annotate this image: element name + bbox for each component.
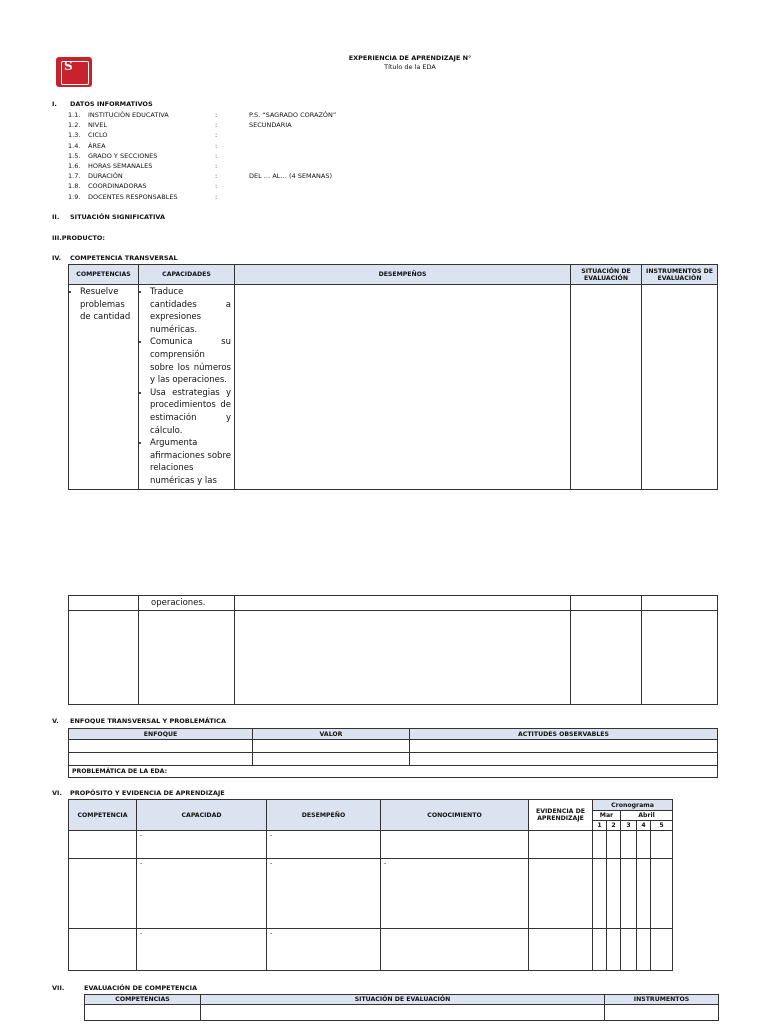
col-header: VALOR: [253, 729, 410, 740]
competencia-table-continued: [68, 595, 718, 705]
week-label: 5: [651, 821, 673, 831]
info-num: 1.4.: [68, 141, 81, 150]
info-num: 1.7.: [68, 172, 81, 181]
col-header: SITUACIÓN DE EVALUACIÓN: [571, 265, 642, 285]
document-title: EXPERIENCIA DE APRENDIZAJE N°: [348, 54, 472, 62]
info-row: [0, 182, 768, 192]
col-header: SITUACIÓN DE EVALUACIÓN: [201, 995, 605, 1005]
col-header: ENFOQUE: [69, 729, 253, 740]
info-label: NIVEL: [88, 121, 107, 130]
col-header: COMPETENCIA: [69, 800, 137, 831]
info-label: HORAS SEMANALES: [88, 162, 153, 170]
section-heading: III.PRODUCTO:: [52, 234, 106, 242]
section-heading: II. SITUACIÓN SIGNIFICATIVA: [52, 213, 165, 221]
info-colon: :: [215, 121, 218, 130]
info-num: 1.8.: [68, 182, 81, 191]
col-header: CONOCIMIENTO: [381, 800, 529, 831]
dash: -: [267, 929, 381, 971]
section-heading: I. DATOS INFORMATIVOS: [52, 100, 153, 108]
info-label: CICLO: [88, 131, 108, 140]
evaluacion-table: [84, 994, 719, 1021]
info-num: 1.5.: [68, 151, 81, 160]
info-row: [0, 162, 768, 172]
info-colon: :: [215, 151, 218, 160]
problematica-label: PROBLEMÁTICA DE LA EDA:: [69, 766, 718, 778]
competencia-table: [68, 264, 718, 490]
school-logo: S: [56, 57, 92, 87]
week-label: 3: [621, 821, 637, 831]
capacidades-cell: • Traduce cantidades a expresiones numéricas. • Comunica su comprensión sobre los números y las operaciones. • Usa estrategias y procedimientos de estimación y cálculo. • Argumenta afirmaciones sobre relaciones numéricas y las: [139, 285, 235, 490]
section-heading: V. ENFOQUE TRANSVERSAL Y PROBLEMÁTICA: [52, 717, 226, 725]
info-row: [0, 172, 768, 182]
info-colon: :: [215, 192, 218, 201]
month-label: Mar: [593, 811, 621, 821]
capacidades-continued: operaciones.: [139, 596, 235, 611]
week-label: 2: [607, 821, 621, 831]
info-colon: :: [215, 131, 218, 140]
info-row: [0, 152, 768, 162]
week-label: 1: [593, 821, 607, 831]
info-colon: :: [215, 172, 218, 181]
info-num: 1.1.: [68, 111, 81, 119]
info-label: GRADO Y SECCIONES: [88, 151, 158, 160]
info-label: ÁREA: [88, 141, 106, 150]
info-row: [0, 111, 768, 121]
col-header: INSTRUMENTOS: [605, 995, 719, 1005]
month-label: Abril: [621, 811, 673, 821]
col-header: COMPETENCIAS: [85, 995, 201, 1005]
col-header: DESEMPEÑOS: [235, 265, 571, 285]
info-label: DURACIÓN: [88, 172, 123, 181]
info-value: DEL … AL… (4 SEMANAS): [249, 172, 332, 181]
info-num: 1.9.: [68, 192, 81, 201]
situacion-cell: [571, 285, 642, 490]
dash: -: [137, 831, 267, 859]
competencia-cell: • Resuelve problemas de cantidad: [69, 285, 139, 490]
info-colon: :: [215, 141, 218, 150]
dash: -: [381, 859, 529, 929]
col-header: COMPETENCIAS: [69, 265, 139, 285]
col-header: ACTITUDES OBSERVABLES: [410, 729, 718, 740]
info-value: P.S. “SAGRADO CORAZÓN”: [249, 111, 337, 119]
info-colon: :: [215, 162, 218, 170]
info-value: SECUNDARIA: [249, 121, 292, 130]
info-label: COORDINADORAS: [88, 182, 147, 191]
dash: -: [137, 929, 267, 971]
info-row: [0, 131, 768, 141]
instrumentos-cell: [642, 285, 718, 490]
enfoque-table: [68, 728, 718, 778]
col-header: CAPACIDADES: [139, 265, 235, 285]
info-label: INSTITUCIÓN EDUCATIVA: [88, 111, 169, 119]
section-heading: VII. EVALUACIÓN DE COMPETENCIA: [52, 984, 198, 992]
info-colon: :: [215, 111, 218, 119]
info-row: [0, 193, 768, 203]
cronograma-header: Cronograma: [593, 800, 673, 811]
col-header: EVIDENCIA DE APRENDIZAJE: [529, 800, 593, 831]
week-label: 4: [637, 821, 651, 831]
info-num: 1.6.: [68, 162, 81, 170]
col-header: CAPACIDAD: [137, 800, 267, 831]
info-num: 1.2.: [68, 121, 81, 130]
section-heading: VI. PROPÓSITO Y EVIDENCIA DE APRENDIZAJE: [52, 789, 225, 797]
col-header: INSTRUMENTOS DE EVALUACIÓN: [642, 265, 718, 285]
desempenos-cell: [235, 285, 571, 490]
dash: -: [267, 831, 381, 859]
col-header: DESEMPEÑO: [267, 800, 381, 831]
section-heading: IV. COMPETENCIA TRANSVERSAL: [52, 254, 178, 262]
info-num: 1.3.: [68, 131, 81, 140]
info-label: DOCENTES RESPONSABLES: [88, 192, 178, 201]
dash: -: [267, 859, 381, 929]
proposito-table: [68, 799, 673, 971]
info-row: [0, 121, 768, 131]
info-colon: :: [215, 182, 218, 191]
dash: -: [137, 859, 267, 929]
document-subtitle: Título de la EDA: [384, 63, 436, 71]
info-row: [0, 142, 768, 152]
